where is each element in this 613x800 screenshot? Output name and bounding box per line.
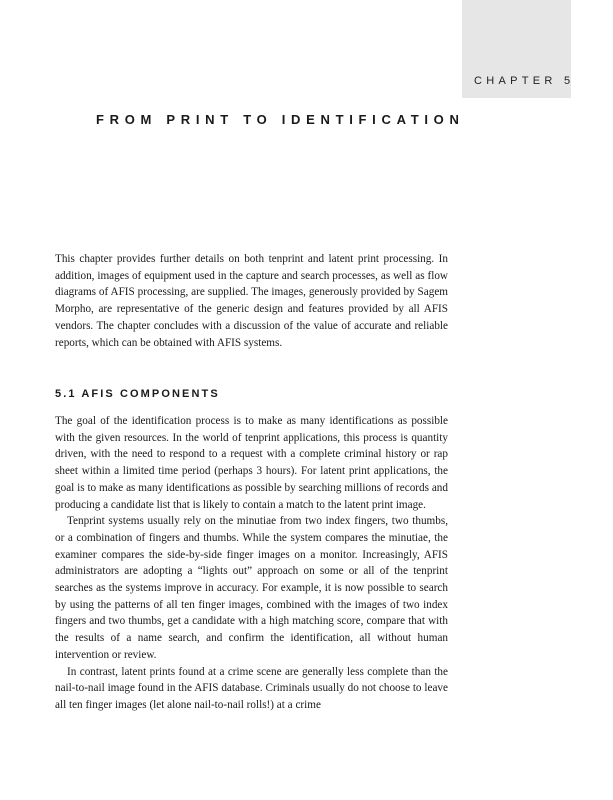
section-heading: 5.1 AFIS COMPONENTS [55, 388, 220, 400]
body-paragraph: In contrast, latent prints found at a crime scene are generally less complete than the nail-to-nail image found in the AFIS database. Criminals usually do not choose to leave all ten finger images (let alone nail-to-nail rolls!) at a crime [55, 665, 448, 711]
chapter-title: FROM PRINT TO IDENTIFICATION [96, 112, 465, 127]
section-body [55, 413, 448, 714]
body-paragraph: Tenprint systems usually rely on the minutiae from two index fingers, two thumbs, or a combination of fingers and thumbs. While the system compares the minutiae, the examiner compares the side-by-side finger images on a monitor. Increasingly, AFIS administrators are adopting a “lights out” approach on some or all of the tenprint searches as the systems improve in accuracy. For example, it is now possible to search by using the patterns of all ten finger images, combined with the images of two index fingers and two thumbs, get a candidate with a high matching score, compare that with the results of a name search, and confirm the identification, all without human intervention or review. [55, 515, 448, 661]
intro-paragraph: This chapter provides further details on both tenprint and latent print processing. In addition, images of equipment used in the capture and search processes, as well as flow diagrams of AFIS processing, are supplied. The images, generously provided by Sagem Morpho, are representative of the generic design and features provided by all AFIS vendors. The chapter concludes with a discussion of the value of accurate and reliable reports, which can be obtained with AFIS systems. [55, 253, 448, 349]
chapter-label: CHAPTER 5 [474, 75, 575, 87]
body-paragraph: The goal of the identification process is to make as many identifications as possible with the given resources. In the world of tenprint applications, this process is quantity driven, with the need to respond to a request with a complete criminal history or rap sheet within a limited time period (perhaps 3 hours). For latent print applications, the goal is to make as many identifications as possible by searching millions of records and producing a candidate list that is likely to contain a match to the latent print image. [55, 415, 448, 511]
intro-block [55, 251, 448, 351]
